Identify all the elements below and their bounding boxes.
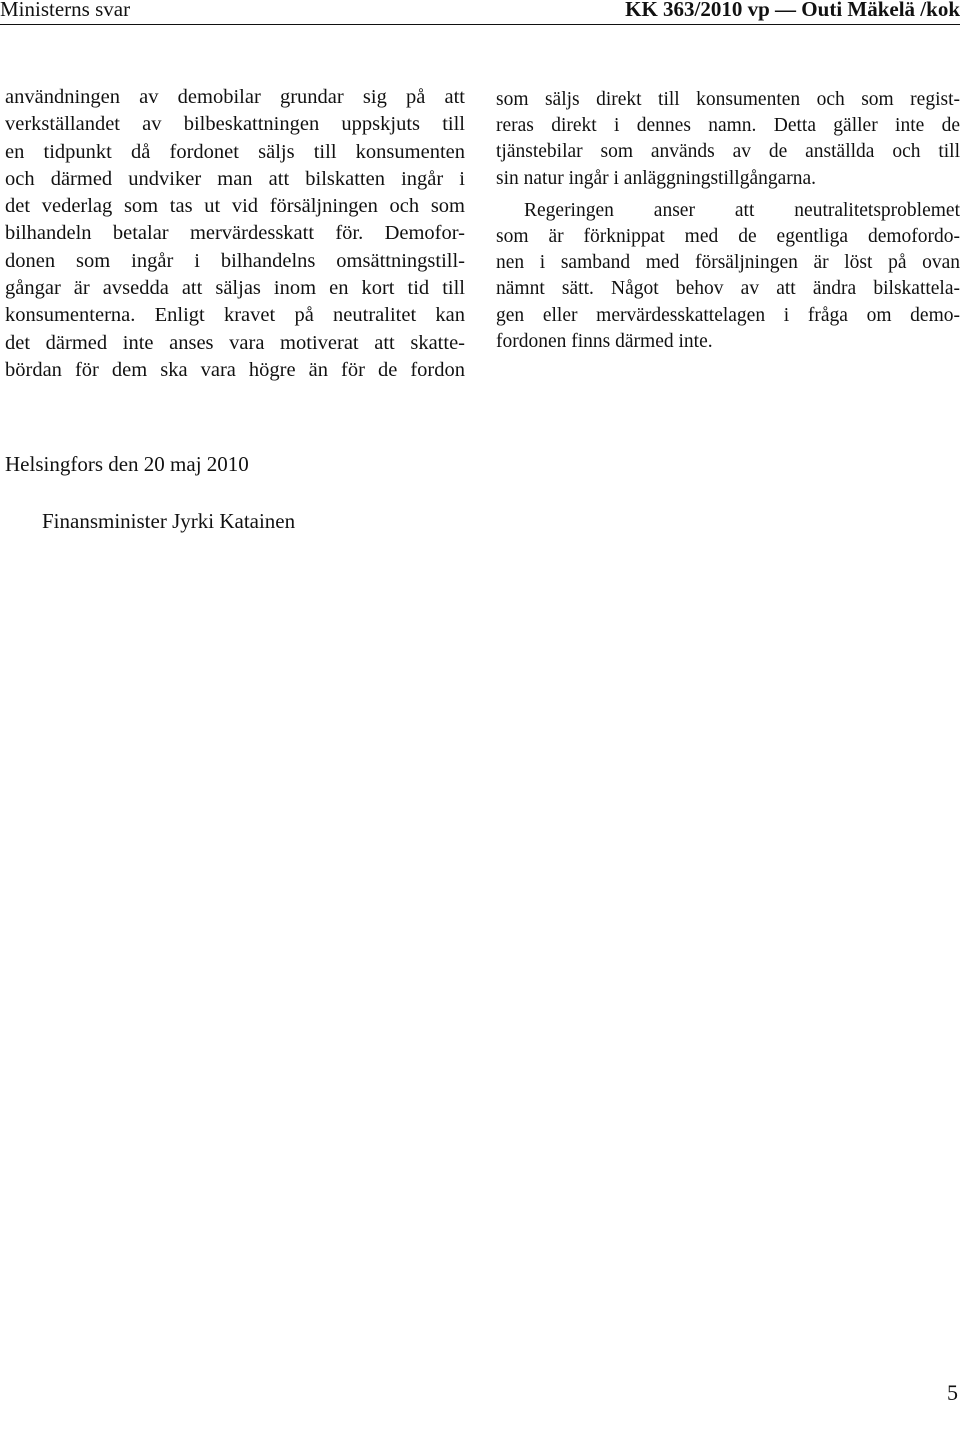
text-line: gångar är avsedda att säljas inom en kort tid till: [5, 277, 465, 300]
text-line: bördan för dem ska vara högre än för de fordon: [5, 358, 465, 381]
text-line: som är förknippat med de egentliga demofordo-: [496, 226, 960, 248]
text-line: reras direkt i dennes namn. Detta gäller inte de: [496, 115, 960, 137]
paragraph: [496, 198, 960, 355]
text-line: Regeringen anser att neutralitetsproblemet: [524, 199, 960, 221]
text-line: nämnt sätt. Något behov av att ändra bilskattela-: [496, 278, 960, 300]
header-section-title: Ministerns svar: [0, 0, 131, 21]
left-column-text: [5, 84, 465, 384]
text-line: konsumenterna. Enligt kravet på neutralitet kan: [5, 304, 465, 327]
text-line: en tidpunkt då fordonet säljs till konsumenten: [5, 140, 465, 163]
text-line: fordonen finns därmed inte.: [496, 330, 713, 352]
text-line: det därmed inte anses vara motiverat att skatte-: [5, 331, 465, 354]
text-line: nen i samband med försäljningen är löst på ovan: [496, 252, 960, 274]
text-line: bilhandeln betalar mervärdesskatt för. Demofor-: [5, 222, 465, 245]
text-line: som säljs direkt till konsumenten och som regist-: [496, 89, 960, 110]
signature-date-line: Helsingfors den 20 maj 2010: [5, 452, 249, 476]
text-line: och därmed undviker man att bilskatten ingår i: [5, 167, 465, 190]
page-header: [0, 0, 960, 25]
text-line: det vederlag som tas ut vid försäljningen och som: [5, 195, 465, 218]
text-line: donen som ingår i bilhandelns omsättningstill-: [5, 249, 465, 272]
header-document-reference: KK 363/2010 vp — Outi Mäkelä /kok: [625, 0, 960, 21]
text-line: sin natur ingår i anläggningstillgångarna.: [496, 167, 817, 189]
right-column-text: [496, 87, 960, 355]
page-number: 5: [947, 1380, 958, 1405]
text-line: gen eller mervärdesskattelagen i fråga om demo-: [496, 304, 960, 326]
text-line: användningen av demobilar grundar sig på att: [5, 86, 465, 108]
paragraph: [496, 87, 960, 192]
text-line: tjänstebilar som används av de anställda och till: [496, 141, 960, 163]
signature-minister-line: Finansminister Jyrki Katainen: [42, 509, 296, 533]
text-line: verkställandet av bilbeskattningen uppskjuts till: [5, 113, 465, 136]
